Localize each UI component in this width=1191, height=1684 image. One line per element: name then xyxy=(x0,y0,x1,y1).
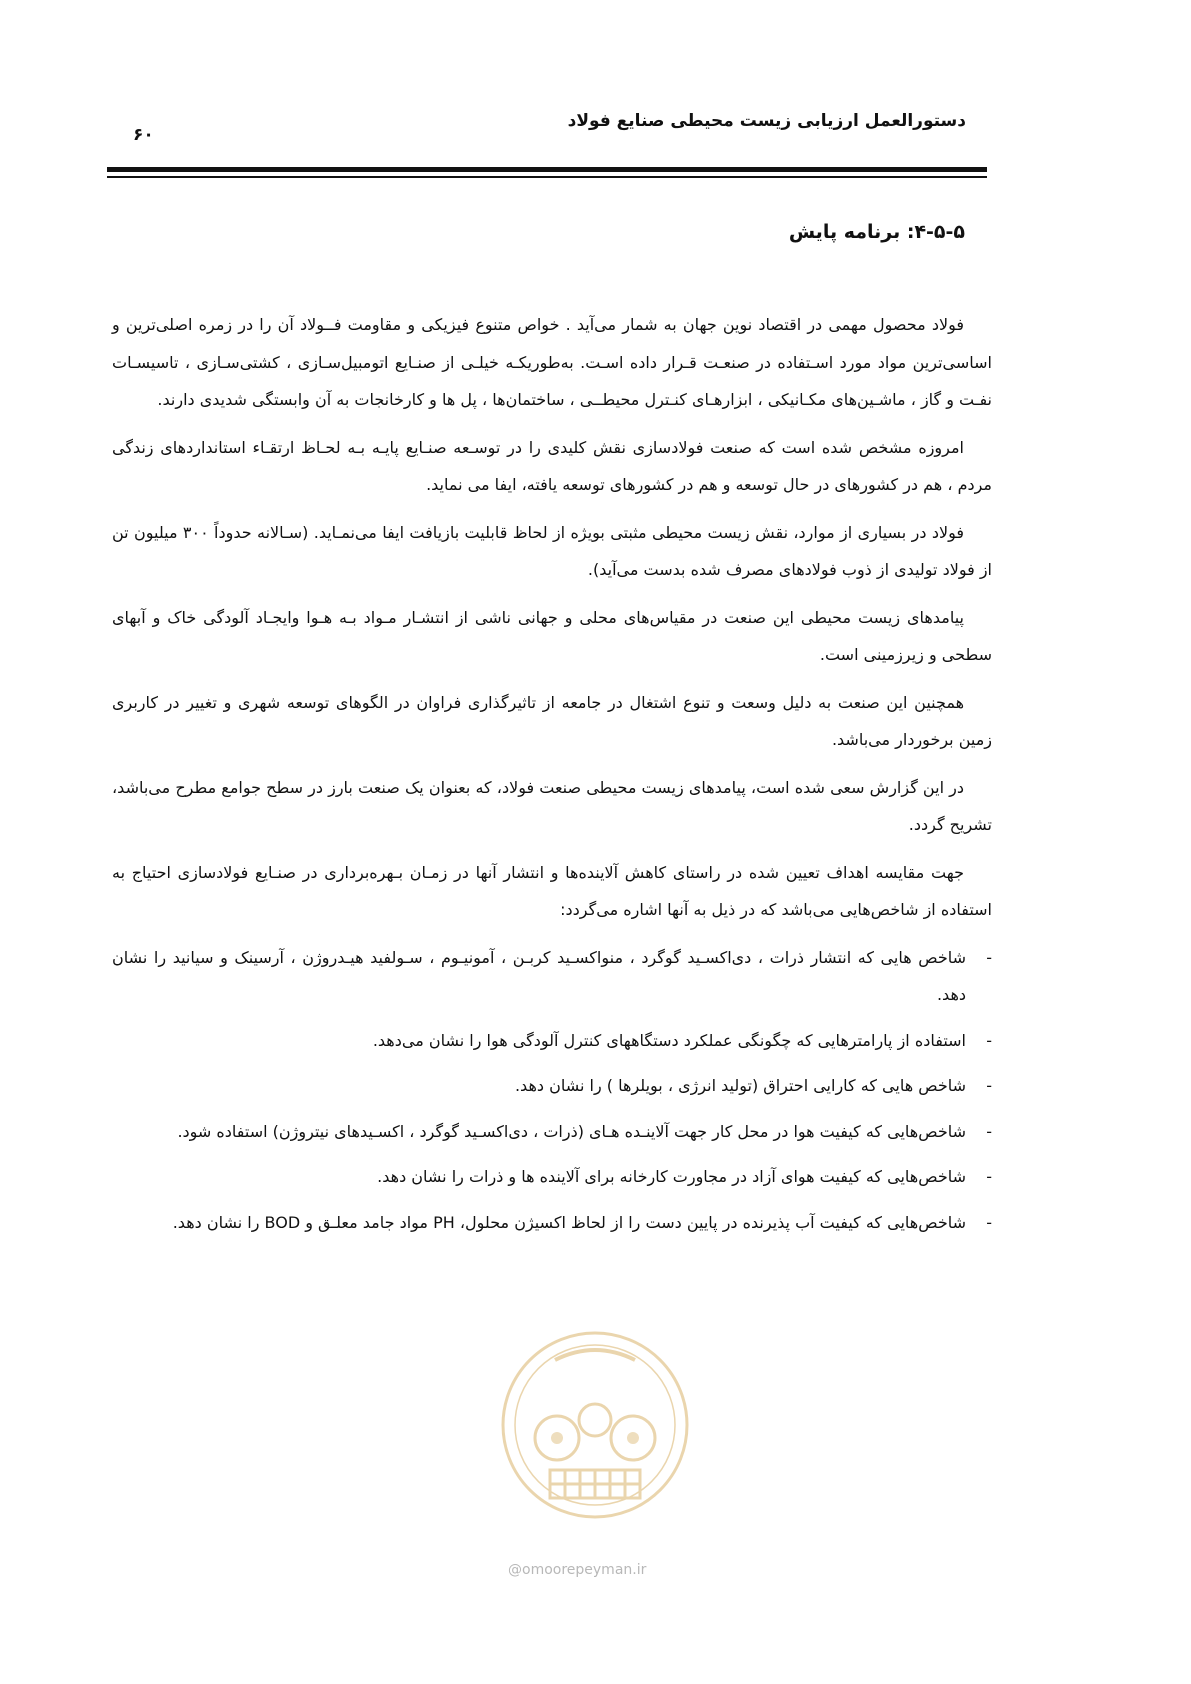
paragraph: امروزه مشخص شده است که صنعت فولادسازی نقش کلیدی را در توسـعه صنـایع پایـه بـه لحـاظ ارتقـاء استانداردهای زندگی مردم ، هم در کشورهای در حال توسعه و هم در کشورهای توسعه یافته، ایفا می نماید. xyxy=(112,437,992,494)
list-item-text: شاخص هایی که انتشار ذرات ، دی‌اکسـید گوگرد ، منواکسـید کربـن ، آمونیـوم ، سـولفید هیـدروژن ، آرسینک و سیانید را نشان دهد. xyxy=(112,947,966,1004)
section-heading: ۴-۵-۵: برنامه پایش xyxy=(788,221,965,243)
paragraph: جهت مقایسه اهداف تعیین شده در راستای کاهش آلاینده‌ها و انتشار آنها در زمـان بـهره‌برداری در صنـایع فولادسازی احتیاج به استفاده از شاخص‌هایی می‌باشد که در ذیل به آنها اشاره می‌گردد: xyxy=(112,862,992,919)
body-text xyxy=(112,306,992,1249)
indicator-list xyxy=(112,939,992,1242)
paragraph: در این گزارش سعی شده است، پیامدهای زیست محیطی صنعت فولاد، که بعنوان یک صنعت بارز در سطح جوامع مطرح می‌باشد، تشریح گردد. xyxy=(112,777,992,834)
bullet-marker: - xyxy=(986,947,992,967)
list-item xyxy=(112,1204,992,1242)
page-number: ۶۰ xyxy=(133,125,154,145)
paragraph: فولاد در بسیاری از موارد، نقش زیست محیطی مثبتی بویژه از لحاظ قابلیت بازیافت ایفا می‌نمـاید. (سـالانه حدوداً ۳۰۰ میلیون تن از فولاد تولیدی از ذوب فولادهای مصرف شده بدست می‌آید). xyxy=(112,522,992,579)
list-item-text: شاخص‌هایی که کیفیت آب پذیرنده در پایین دست را از لحاظ اکسیژن محلول، PH مواد جامد معلـق و BOD را نشان دهد. xyxy=(172,1212,966,1232)
list-item-text: شاخص‌هایی که کیفیت هوا در محل کار جهت آلاینـده هـای (ذرات ، دی‌اکسـید گوگرد ، اکسـیدهای نیتروژن) استفاده شود. xyxy=(177,1121,966,1141)
bullet-marker: - xyxy=(986,1167,992,1186)
bullet-marker: - xyxy=(986,1076,992,1095)
list-item xyxy=(112,1113,992,1151)
list-item xyxy=(112,1067,992,1105)
running-header-title: دستورالعمل ارزیابی زیست محیطی صنایع فولاد xyxy=(567,111,966,131)
watermark-stamp-icon xyxy=(495,1320,695,1540)
header-rule-thick xyxy=(107,167,987,172)
list-item-text: شاخص‌هایی که کیفیت هوای آزاد در مجاورت کارخانه برای آلاینده ها و ذرات را نشان دهد. xyxy=(377,1167,966,1186)
paragraph: پیامدهای زیست محیطی این صنعت در مقیاس‌های محلی و جهانی ناشی از انتشـار مـواد بـه هـوا وایجـاد آلودگی خاک و آبهای سطحی و زیرزمینی است. xyxy=(112,607,992,664)
bullet-marker: - xyxy=(986,1121,992,1141)
bullet-marker: - xyxy=(986,1030,992,1050)
paragraph: فولاد محصول مهمی در اقتصاد نوین جهان به شمار می‌آید . خواص متنوع فیزیکی و مقاومت فــولاد آن را در زمره اصلی‌ترین و اساسی‌ترین مواد مورد اسـتفاده در صنعـت قـرار داده اسـت. به‌طوریکـه خیلـی از صنـایع اتومبیل‌سـازی ، کشتی‌سـازی ، تاسیسـات نفـت و گاز ، ماشـین‌های مکـانیکی ، ابزارهـای کنـترل محیطــی ، ساختمان‌ها ، پل ها و کارخانجات به آن وابستگی شدیدی دارند. xyxy=(112,315,992,409)
list-item xyxy=(112,939,992,1014)
list-item-text: استفاده از پارامترهایی که چگونگی عملکرد دستگاههای کنترل آلودگی هوا را نشان می‌دهد. xyxy=(372,1030,966,1050)
bullet-marker: - xyxy=(986,1212,992,1232)
list-item xyxy=(112,1158,992,1196)
list-item-text: شاخص هایی که کارایی احتراق (تولید انرژی ، بویلرها ) را نشان دهد. xyxy=(514,1076,966,1095)
header-rule-thin xyxy=(107,176,987,178)
watermark-text: @omoorepeyman.ir xyxy=(508,1562,647,1578)
paragraph: همچنین این صنعت به دلیل وسعت و تنوع اشتغال در جامعه از تاثیرگذاری فراوان در الگوهای توسعه شهری و تغییر در کاربری زمین برخوردار می‌باشد. xyxy=(112,692,992,749)
list-item xyxy=(112,1022,992,1060)
